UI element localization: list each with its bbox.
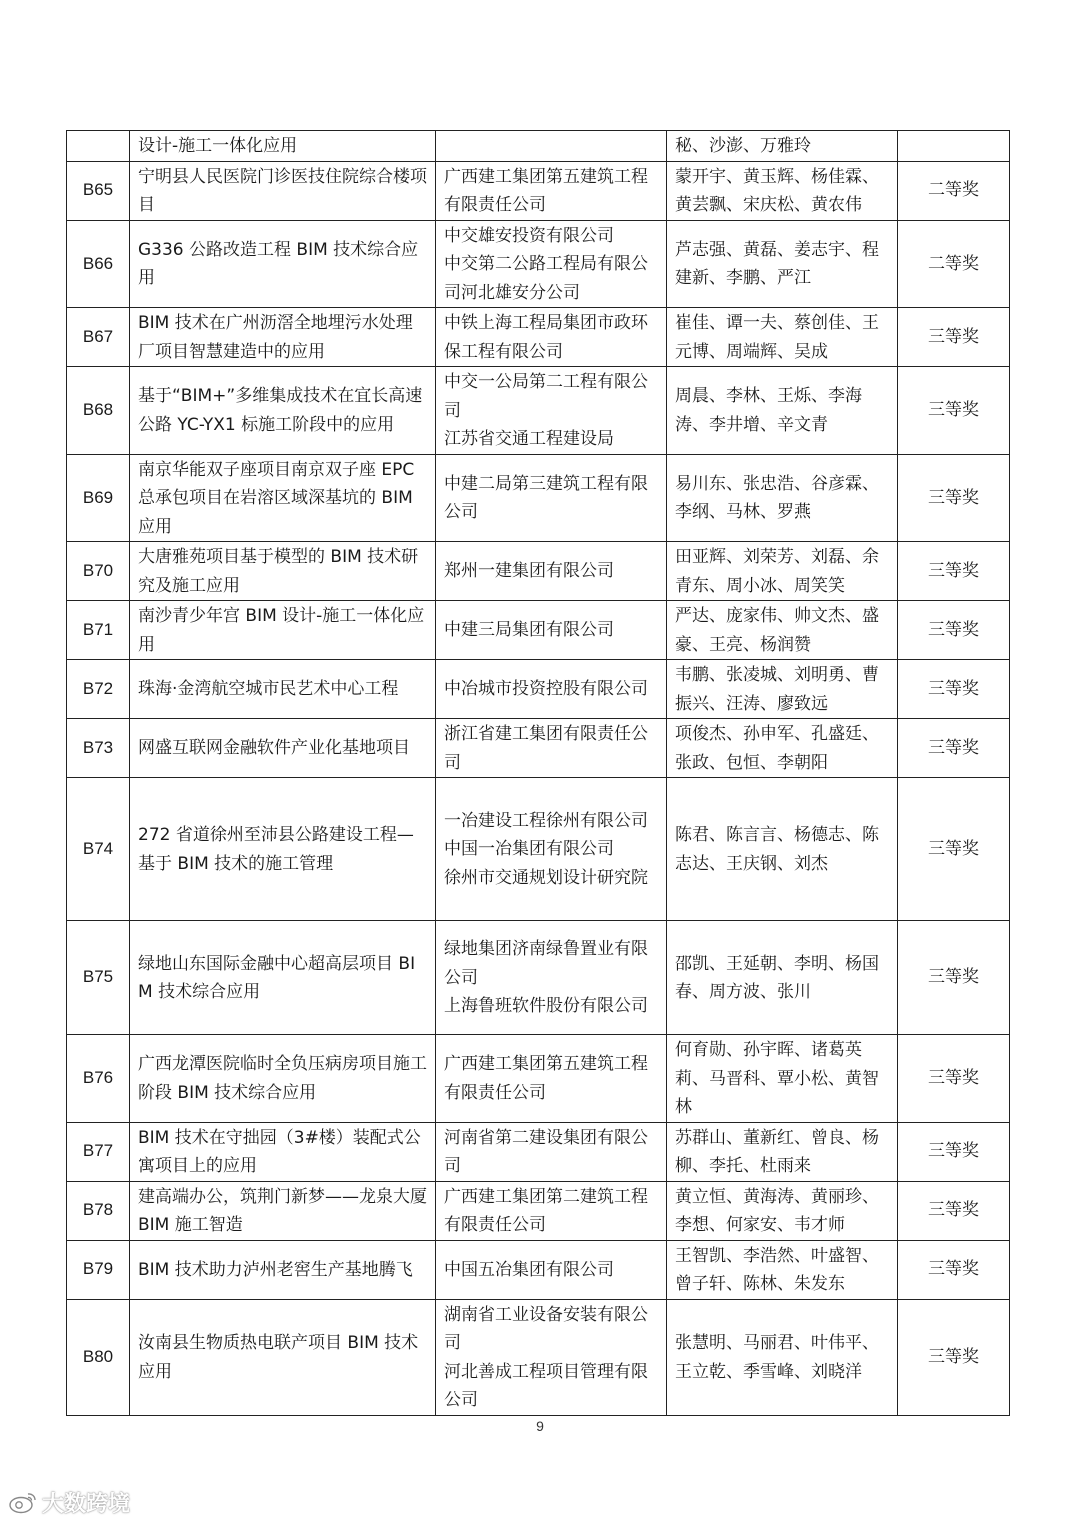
award-code: B67: [67, 308, 130, 367]
organization: 中建二局第三建筑工程有限公司: [436, 454, 667, 542]
organization: 中国五冶集团有限公司: [436, 1240, 667, 1299]
prize-level: 三等奖: [898, 1035, 1010, 1123]
watermark: [8, 1488, 130, 1516]
project-name: 大唐雅苑项目基于模型的 BIM 技术研究及施工应用: [130, 542, 436, 601]
team-members: 何育勋、孙宇晖、诸葛英莉、马晋科、覃小松、黄智林: [667, 1035, 898, 1123]
weibo-icon: [8, 1490, 38, 1514]
project-name: BIM 技术在守拙园（3#楼）装配式公寓项目上的应用: [130, 1122, 436, 1181]
prize-level: 三等奖: [898, 308, 1010, 367]
table-row: [67, 778, 1010, 921]
project-name: 设计-施工一体化应用: [130, 131, 436, 162]
organization: 广西建工集团第五建筑工程有限责任公司: [436, 1035, 667, 1123]
prize-level: 三等奖: [898, 660, 1010, 719]
project-name: BIM 技术在广州沥滘全地埋污水处理厂项目智慧建造中的应用: [130, 308, 436, 367]
team-members: 黄立恒、黄海涛、黄丽珍、李想、何家安、韦才师: [667, 1181, 898, 1240]
prize-level: 三等奖: [898, 921, 1010, 1035]
table-row: [67, 1299, 1010, 1415]
table-row: [67, 220, 1010, 308]
project-name: 建高端办公，筑荆门新梦——龙泉大厦 BIM 施工智造: [130, 1181, 436, 1240]
team-members: 邵凯、王延朝、李明、杨国春、周方波、张川: [667, 921, 898, 1035]
award-code: [67, 131, 130, 162]
project-name: 网盛互联网金融软件产业化基地项目: [130, 719, 436, 778]
team-members: 项俊杰、孙申军、孔盛廷、张政、包恒、李朝阳: [667, 719, 898, 778]
award-code: B80: [67, 1299, 130, 1415]
organization: 一冶建设工程徐州有限公司 中国一冶集团有限公司 徐州市交通规划设计研究院: [436, 778, 667, 921]
organization: 中冶城市投资控股有限公司: [436, 660, 667, 719]
award-code: B72: [67, 660, 130, 719]
table-row: [67, 1122, 1010, 1181]
table-row: [67, 921, 1010, 1035]
project-name: 汝南县生物质热电联产项目 BIM 技术应用: [130, 1299, 436, 1415]
organization: 中铁上海工程局集团市政环保工程有限公司: [436, 308, 667, 367]
table-row: [67, 131, 1010, 162]
prize-level: 三等奖: [898, 1122, 1010, 1181]
table-row: [67, 542, 1010, 601]
award-table: [66, 130, 1010, 1416]
prize-level: 三等奖: [898, 1181, 1010, 1240]
award-code: B76: [67, 1035, 130, 1123]
prize-level: 二等奖: [898, 161, 1010, 220]
project-name: 广西龙潭医院临时全负压病房项目施工阶段 BIM 技术综合应用: [130, 1035, 436, 1123]
table-row: [67, 601, 1010, 660]
prize-level: 三等奖: [898, 367, 1010, 455]
team-members: 崔佳、谭一夫、蔡创佳、王元博、周端辉、吴成: [667, 308, 898, 367]
organization: 湖南省工业设备安装有限公司 河北善成工程项目管理有限公司: [436, 1299, 667, 1415]
project-name: 宁明县人民医院门诊医技住院综合楼项目: [130, 161, 436, 220]
team-members: 苏群山、董新红、曾良、杨柳、李托、杜雨来: [667, 1122, 898, 1181]
organization: 中交一公局第二工程有限公司 江苏省交通工程建设局: [436, 367, 667, 455]
project-name: G336 公路改造工程 BIM 技术综合应用: [130, 220, 436, 308]
team-members: 严达、庞家伟、帅文杰、盛豪、王亮、杨润赞: [667, 601, 898, 660]
table-row: [67, 1240, 1010, 1299]
table-row: [67, 1035, 1010, 1123]
team-members: 陈君、陈言言、杨德志、陈志达、王庆钢、刘杰: [667, 778, 898, 921]
team-members: 周晨、李林、王烁、李海涛、李井增、辛文青: [667, 367, 898, 455]
award-code: B66: [67, 220, 130, 308]
organization: 广西建工集团第二建筑工程有限责任公司: [436, 1181, 667, 1240]
organization: 河南省第二建设集团有限公司: [436, 1122, 667, 1181]
award-code: B74: [67, 778, 130, 921]
table-row: [67, 161, 1010, 220]
organization: 广西建工集团第五建筑工程有限责任公司: [436, 161, 667, 220]
team-members: 芦志强、黄磊、姜志宇、程建新、李鹏、严江: [667, 220, 898, 308]
prize-level: 三等奖: [898, 542, 1010, 601]
organization: 中交雄安投资有限公司 中交第二公路工程局有限公司河北雄安分公司: [436, 220, 667, 308]
prize-level: 三等奖: [898, 1299, 1010, 1415]
organization: 郑州一建集团有限公司: [436, 542, 667, 601]
award-code: B78: [67, 1181, 130, 1240]
organization: 中建三局集团有限公司: [436, 601, 667, 660]
prize-level: 二等奖: [898, 220, 1010, 308]
prize-level: 三等奖: [898, 719, 1010, 778]
team-members: 张慧明、马丽君、叶伟平、王立乾、季雪峰、刘晓洋: [667, 1299, 898, 1415]
page-number: 9: [536, 1418, 544, 1434]
organization: 浙江省建工集团有限责任公司: [436, 719, 667, 778]
team-members: 田亚辉、刘荣芳、刘磊、余青东、周小冰、周笑笑: [667, 542, 898, 601]
table-row: [67, 1181, 1010, 1240]
watermark-text: 大数跨境: [42, 1491, 131, 1517]
award-code: B70: [67, 542, 130, 601]
project-name: 南京华能双子座项目南京双子座 EPC 总承包项目在岩溶区域深基坑的 BIM 应用: [130, 454, 436, 542]
award-code: B68: [67, 367, 130, 455]
project-name: 南沙青少年宫 BIM 设计-施工一体化应用: [130, 601, 436, 660]
prize-level: 三等奖: [898, 778, 1010, 921]
table-row: [67, 454, 1010, 542]
award-code: B77: [67, 1122, 130, 1181]
award-code: B65: [67, 161, 130, 220]
prize-level: 三等奖: [898, 454, 1010, 542]
project-name: 基于“BIM+”多维集成技术在宜长高速公路 YC-YX1 标施工阶段中的应用: [130, 367, 436, 455]
award-code: B75: [67, 921, 130, 1035]
table-row: [67, 719, 1010, 778]
prize-level: [898, 131, 1010, 162]
team-members: 易川东、张忠浩、谷彦霖、李纲、马林、罗燕: [667, 454, 898, 542]
prize-level: 三等奖: [898, 1240, 1010, 1299]
team-members: 王智凯、李浩然、叶盛智、曾子轩、陈林、朱发东: [667, 1240, 898, 1299]
table-row: [67, 660, 1010, 719]
award-code: B69: [67, 454, 130, 542]
award-code: B71: [67, 601, 130, 660]
award-code: B73: [67, 719, 130, 778]
prize-level: 三等奖: [898, 601, 1010, 660]
organization: 绿地集团济南绿鲁置业有限公司 上海鲁班软件股份有限公司: [436, 921, 667, 1035]
team-members: 蒙开宇、黄玉辉、杨佳霖、黄芸飘、宋庆松、黄农伟: [667, 161, 898, 220]
team-members: 韦鹏、张凌城、刘明勇、曹振兴、汪涛、廖致远: [667, 660, 898, 719]
team-members: 秘、沙澎、万雅玲: [667, 131, 898, 162]
project-name: 272 省道徐州至沛县公路建设工程—基于 BIM 技术的施工管理: [130, 778, 436, 921]
project-name: 绿地山东国际金融中心超高层项目 BIM 技术综合应用: [130, 921, 436, 1035]
table-row: [67, 367, 1010, 455]
organization: [436, 131, 667, 162]
table-row: [67, 308, 1010, 367]
award-code: B79: [67, 1240, 130, 1299]
project-name: BIM 技术助力泸州老窖生产基地腾飞: [130, 1240, 436, 1299]
project-name: 珠海·金湾航空城市民艺术中心工程: [130, 660, 436, 719]
